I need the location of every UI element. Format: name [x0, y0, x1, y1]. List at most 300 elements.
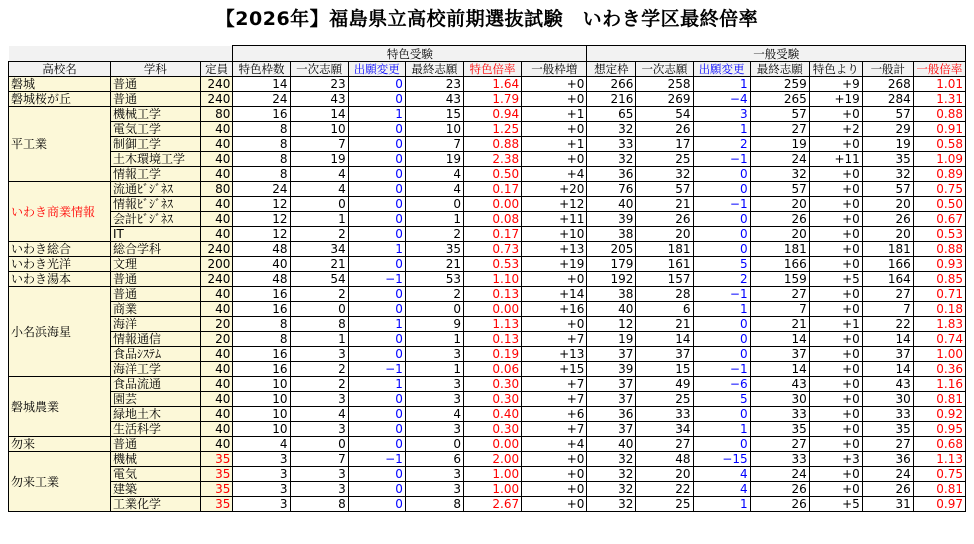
value-cell: 14 — [750, 332, 809, 347]
school-name: いわき湯本 — [9, 272, 111, 287]
value-cell: 159 — [750, 272, 809, 287]
value-cell: 10 — [233, 377, 290, 392]
value-cell: +14 — [522, 287, 587, 302]
value-cell: 10 — [233, 422, 290, 437]
table-row — [9, 437, 966, 452]
capacity-cell: 40 — [200, 377, 233, 392]
blank-corner — [9, 46, 233, 62]
value-cell: 0.18 — [913, 302, 965, 317]
value-cell: 1.00 — [913, 347, 965, 362]
column-header: 出願変更 — [693, 62, 750, 77]
value-cell: +19 — [522, 257, 587, 272]
value-cell: 181 — [750, 242, 809, 257]
value-cell: 0.06 — [463, 362, 521, 377]
capacity-cell: 35 — [200, 482, 233, 497]
value-cell: −1 — [693, 152, 750, 167]
value-cell: 0 — [348, 287, 405, 302]
value-cell: +0 — [809, 212, 862, 227]
value-cell: 3 — [233, 452, 290, 467]
value-cell: 20 — [750, 197, 809, 212]
value-cell: 49 — [636, 377, 693, 392]
value-cell: 57 — [862, 107, 913, 122]
capacity-cell: 240 — [200, 242, 233, 257]
value-cell: 2 — [290, 377, 348, 392]
value-cell: 16 — [233, 362, 290, 377]
value-cell: +0 — [522, 452, 587, 467]
column-header: 特色枠数 — [233, 62, 290, 77]
dept-name: 普通 — [111, 287, 201, 302]
capacity-cell: 40 — [200, 362, 233, 377]
value-cell: +9 — [809, 77, 862, 92]
value-cell: +0 — [809, 362, 862, 377]
dept-name: 食品流通 — [111, 377, 201, 392]
value-cell: 0 — [348, 407, 405, 422]
value-cell: 32 — [587, 452, 636, 467]
value-cell: 25 — [636, 497, 693, 512]
value-cell: 33 — [587, 137, 636, 152]
value-cell: 21 — [290, 257, 348, 272]
value-cell: 0.58 — [913, 137, 965, 152]
value-cell: 40 — [587, 437, 636, 452]
value-cell: 12 — [587, 317, 636, 332]
value-cell: 265 — [750, 92, 809, 107]
value-cell: 21 — [750, 317, 809, 332]
value-cell: 27 — [862, 437, 913, 452]
value-cell: 192 — [587, 272, 636, 287]
dept-name: 土木環境工学 — [111, 152, 201, 167]
value-cell: 26 — [750, 482, 809, 497]
value-cell: 0 — [290, 302, 348, 317]
dept-name: 園芸 — [111, 392, 201, 407]
column-header: 出願変更 — [348, 62, 405, 77]
table-row — [9, 197, 966, 212]
value-cell: 7 — [290, 137, 348, 152]
dept-name: 工業化学 — [111, 497, 201, 512]
value-cell: 0 — [348, 227, 405, 242]
value-cell: 2 — [290, 362, 348, 377]
value-cell: 54 — [636, 107, 693, 122]
value-cell: 4 — [693, 467, 750, 482]
column-header: 想定枠 — [587, 62, 636, 77]
value-cell: 1 — [693, 302, 750, 317]
value-cell: 0 — [405, 302, 463, 317]
dept-name: 機械 — [111, 452, 201, 467]
value-cell: 24 — [233, 182, 290, 197]
value-cell: 0.73 — [463, 242, 521, 257]
capacity-cell: 20 — [200, 317, 233, 332]
value-cell: 21 — [405, 257, 463, 272]
value-cell: 0 — [693, 212, 750, 227]
value-cell: +1 — [522, 137, 587, 152]
table-row — [9, 122, 966, 137]
value-cell: 32 — [587, 482, 636, 497]
column-header: 高校名 — [9, 62, 111, 77]
value-cell: 20 — [862, 197, 913, 212]
value-cell: 38 — [587, 287, 636, 302]
dept-name: 電気 — [111, 467, 201, 482]
value-cell: 0 — [348, 77, 405, 92]
value-cell: 43 — [750, 377, 809, 392]
value-cell: 1.10 — [463, 272, 521, 287]
value-cell: +0 — [809, 482, 862, 497]
dept-name: 普通 — [111, 92, 201, 107]
value-cell: 0.88 — [913, 107, 965, 122]
capacity-cell: 40 — [200, 422, 233, 437]
value-cell: 1.00 — [463, 482, 521, 497]
school-name: いわき商業情報 — [9, 182, 111, 242]
table-row — [9, 377, 966, 392]
value-cell: +13 — [522, 347, 587, 362]
value-cell: 35 — [862, 422, 913, 437]
table-row — [9, 482, 966, 497]
value-cell: 65 — [587, 107, 636, 122]
dept-name: 流通ﾋﾞｼﾞﾈｽ — [111, 182, 201, 197]
value-cell: 2 — [405, 287, 463, 302]
value-cell: +0 — [522, 272, 587, 287]
value-cell: 0.40 — [463, 407, 521, 422]
value-cell: 268 — [862, 77, 913, 92]
dept-name: 海洋工学 — [111, 362, 201, 377]
capacity-cell: 200 — [200, 257, 233, 272]
value-cell: 3 — [405, 467, 463, 482]
dept-name: 情報工学 — [111, 167, 201, 182]
value-cell: 205 — [587, 242, 636, 257]
value-cell: 0.17 — [463, 227, 521, 242]
table-row — [9, 347, 966, 362]
table-row — [9, 407, 966, 422]
dept-name: 緑地土木 — [111, 407, 201, 422]
value-cell: 3 — [290, 347, 348, 362]
value-cell: 1 — [290, 212, 348, 227]
value-cell: 3 — [233, 467, 290, 482]
value-cell: 1 — [348, 377, 405, 392]
value-cell: 23 — [405, 77, 463, 92]
value-cell: 27 — [750, 122, 809, 137]
value-cell: +7 — [522, 377, 587, 392]
value-cell: 0 — [693, 437, 750, 452]
column-header: 最終志願 — [405, 62, 463, 77]
value-cell: 3 — [405, 377, 463, 392]
value-cell: 14 — [862, 362, 913, 377]
school-name: いわき光洋 — [9, 257, 111, 272]
value-cell: 0.97 — [913, 497, 965, 512]
value-cell: 27 — [750, 437, 809, 452]
value-cell: +0 — [809, 167, 862, 182]
table-row — [9, 272, 966, 287]
capacity-cell: 40 — [200, 407, 233, 422]
value-cell: +0 — [522, 482, 587, 497]
value-cell: 2 — [693, 137, 750, 152]
value-cell: 5 — [693, 257, 750, 272]
value-cell: 0.50 — [463, 167, 521, 182]
value-cell: 37 — [862, 347, 913, 362]
value-cell: 2.67 — [463, 497, 521, 512]
value-cell: +2 — [809, 122, 862, 137]
value-cell: 16 — [233, 287, 290, 302]
value-cell: 4 — [693, 482, 750, 497]
value-cell: 22 — [862, 317, 913, 332]
dept-name: 生活科学 — [111, 422, 201, 437]
value-cell: 1 — [693, 122, 750, 137]
value-cell: +20 — [522, 182, 587, 197]
value-cell: +0 — [809, 227, 862, 242]
value-cell: 33 — [636, 407, 693, 422]
value-cell: 0 — [348, 437, 405, 452]
value-cell: 8 — [290, 317, 348, 332]
value-cell: 0 — [348, 257, 405, 272]
value-cell: 53 — [405, 272, 463, 287]
value-cell: +19 — [809, 92, 862, 107]
value-cell: +1 — [522, 107, 587, 122]
dept-name: 情報ﾋﾞｼﾞﾈｽ — [111, 197, 201, 212]
value-cell: 32 — [587, 152, 636, 167]
value-cell: 0 — [348, 467, 405, 482]
value-cell: 0.88 — [463, 137, 521, 152]
value-cell: +0 — [522, 92, 587, 107]
table-row — [9, 362, 966, 377]
value-cell: 1 — [693, 422, 750, 437]
value-cell: 0 — [348, 302, 405, 317]
value-cell: 36 — [587, 407, 636, 422]
column-header: 一般枠増 — [522, 62, 587, 77]
value-cell: 1 — [405, 212, 463, 227]
capacity-cell: 240 — [200, 77, 233, 92]
value-cell: −1 — [348, 452, 405, 467]
table-row — [9, 152, 966, 167]
value-cell: +0 — [809, 242, 862, 257]
value-cell: 24 — [750, 467, 809, 482]
value-cell: 0 — [348, 182, 405, 197]
value-cell: 32 — [862, 167, 913, 182]
table-row — [9, 167, 966, 182]
value-cell: 0 — [348, 497, 405, 512]
school-name: 磐城 — [9, 77, 111, 92]
dept-name: 情報通信 — [111, 332, 201, 347]
value-cell: 1 — [405, 332, 463, 347]
value-cell: +0 — [809, 302, 862, 317]
table-row — [9, 302, 966, 317]
value-cell: 0.30 — [463, 377, 521, 392]
value-cell: +5 — [809, 497, 862, 512]
table-row — [9, 107, 966, 122]
table-row — [9, 77, 966, 92]
value-cell: 37 — [750, 347, 809, 362]
value-cell: +0 — [809, 287, 862, 302]
dept-name: 普通 — [111, 437, 201, 452]
value-cell: 54 — [290, 272, 348, 287]
dept-name: IT — [111, 227, 201, 242]
value-cell: 0.53 — [463, 257, 521, 272]
dept-name: 制御工学 — [111, 137, 201, 152]
value-cell: 12 — [233, 197, 290, 212]
value-cell: 20 — [862, 227, 913, 242]
value-cell: 40 — [587, 302, 636, 317]
capacity-cell: 40 — [200, 302, 233, 317]
value-cell: 57 — [750, 107, 809, 122]
value-cell: 33 — [750, 407, 809, 422]
table-row — [9, 227, 966, 242]
school-name: 磐城農業 — [9, 377, 111, 437]
value-cell: 34 — [636, 422, 693, 437]
table-row — [9, 497, 966, 512]
capacity-cell: 40 — [200, 212, 233, 227]
value-cell: 24 — [862, 467, 913, 482]
value-cell: 30 — [750, 392, 809, 407]
value-cell: 20 — [636, 467, 693, 482]
table-row — [9, 422, 966, 437]
value-cell: 0 — [348, 482, 405, 497]
capacity-cell: 40 — [200, 392, 233, 407]
value-cell: −15 — [693, 452, 750, 467]
value-cell: +0 — [809, 377, 862, 392]
value-cell: 0 — [290, 437, 348, 452]
value-cell: 39 — [587, 212, 636, 227]
capacity-cell: 240 — [200, 272, 233, 287]
value-cell: 14 — [290, 107, 348, 122]
value-cell: 1 — [348, 242, 405, 257]
value-cell: 17 — [636, 137, 693, 152]
capacity-cell: 40 — [200, 347, 233, 362]
value-cell: 0.30 — [463, 392, 521, 407]
value-cell: 3 — [233, 497, 290, 512]
value-cell: +0 — [809, 137, 862, 152]
capacity-cell: 40 — [200, 437, 233, 452]
value-cell: +6 — [522, 407, 587, 422]
value-cell: +0 — [809, 197, 862, 212]
value-cell: 16 — [233, 347, 290, 362]
column-header: 特色より — [809, 62, 862, 77]
value-cell: 37 — [636, 347, 693, 362]
value-cell: 0.00 — [463, 197, 521, 212]
value-cell: 8 — [233, 152, 290, 167]
value-cell: 4 — [233, 437, 290, 452]
value-cell: 19 — [290, 152, 348, 167]
value-cell: +0 — [809, 332, 862, 347]
value-cell: 284 — [862, 92, 913, 107]
value-cell: 0 — [348, 152, 405, 167]
value-cell: 1.13 — [913, 452, 965, 467]
value-cell: 30 — [862, 392, 913, 407]
value-cell: 48 — [233, 272, 290, 287]
value-cell: +0 — [809, 422, 862, 437]
value-cell: 3 — [290, 467, 348, 482]
value-cell: 25 — [636, 152, 693, 167]
value-cell: 0 — [693, 167, 750, 182]
value-cell: 7 — [750, 302, 809, 317]
capacity-cell: 80 — [200, 107, 233, 122]
value-cell: 179 — [587, 257, 636, 272]
table-row — [9, 317, 966, 332]
value-cell: 37 — [587, 377, 636, 392]
value-cell: 16 — [233, 302, 290, 317]
value-cell: −1 — [693, 197, 750, 212]
value-cell: 12 — [233, 227, 290, 242]
value-cell: 15 — [405, 107, 463, 122]
value-cell: +10 — [522, 227, 587, 242]
value-cell: 27 — [636, 437, 693, 452]
value-cell: 8 — [233, 122, 290, 137]
table-row — [9, 467, 966, 482]
capacity-cell: 240 — [200, 92, 233, 107]
page-title: 【2026年】福島県立高校前期選抜試験 いわき学区最終倍率 — [215, 8, 759, 30]
value-cell: 8 — [233, 167, 290, 182]
dept-name: 普通 — [111, 272, 201, 287]
table-row — [9, 257, 966, 272]
value-cell: 27 — [750, 287, 809, 302]
value-cell: +7 — [522, 422, 587, 437]
value-cell: 32 — [587, 497, 636, 512]
school-name: 磐城桜が丘 — [9, 92, 111, 107]
value-cell: 1.00 — [463, 467, 521, 482]
value-cell: 20 — [636, 227, 693, 242]
value-cell: 0.50 — [913, 197, 965, 212]
dept-name: 電気工学 — [111, 122, 201, 137]
value-cell: 0.75 — [913, 467, 965, 482]
value-cell: 1.25 — [463, 122, 521, 137]
value-cell: 14 — [862, 332, 913, 347]
value-cell: +7 — [522, 392, 587, 407]
value-cell: 0.13 — [463, 287, 521, 302]
value-cell: 0.53 — [913, 227, 965, 242]
value-cell: 10 — [233, 407, 290, 422]
value-cell: 1.31 — [913, 92, 965, 107]
value-cell: +5 — [809, 272, 862, 287]
value-cell: 38 — [587, 227, 636, 242]
value-cell: 0 — [348, 167, 405, 182]
value-cell: 10 — [233, 392, 290, 407]
value-cell: 4 — [290, 182, 348, 197]
value-cell: 0 — [348, 422, 405, 437]
value-cell: 259 — [750, 77, 809, 92]
value-cell: 0 — [693, 347, 750, 362]
dept-name: 総合学科 — [111, 242, 201, 257]
value-cell: 19 — [405, 152, 463, 167]
header-row — [9, 62, 966, 77]
value-cell: 7 — [290, 452, 348, 467]
dept-name: 普通 — [111, 77, 201, 92]
value-cell: 8 — [233, 332, 290, 347]
value-cell: 0 — [693, 407, 750, 422]
value-cell: 0.36 — [913, 362, 965, 377]
table-row — [9, 242, 966, 257]
value-cell: 164 — [862, 272, 913, 287]
value-cell: 32 — [587, 122, 636, 137]
value-cell: 35 — [862, 152, 913, 167]
value-cell: +4 — [522, 167, 587, 182]
value-cell: 35 — [405, 242, 463, 257]
value-cell: 22 — [636, 482, 693, 497]
value-cell: +0 — [522, 317, 587, 332]
value-cell: 57 — [750, 182, 809, 197]
value-cell: 19 — [587, 332, 636, 347]
value-cell: 1.01 — [913, 77, 965, 92]
value-cell: +7 — [522, 332, 587, 347]
capacity-cell: 20 — [200, 332, 233, 347]
value-cell: 3 — [290, 392, 348, 407]
value-cell: 0.67 — [913, 212, 965, 227]
value-cell: +15 — [522, 362, 587, 377]
value-cell: 7 — [862, 302, 913, 317]
value-cell: 8 — [233, 317, 290, 332]
value-cell: 0 — [348, 392, 405, 407]
value-cell: 181 — [862, 242, 913, 257]
value-cell: 3 — [405, 422, 463, 437]
value-cell: 4 — [290, 407, 348, 422]
value-cell: 33 — [750, 452, 809, 467]
value-cell: 43 — [290, 92, 348, 107]
value-cell: 10 — [405, 122, 463, 137]
value-cell: 3 — [405, 347, 463, 362]
